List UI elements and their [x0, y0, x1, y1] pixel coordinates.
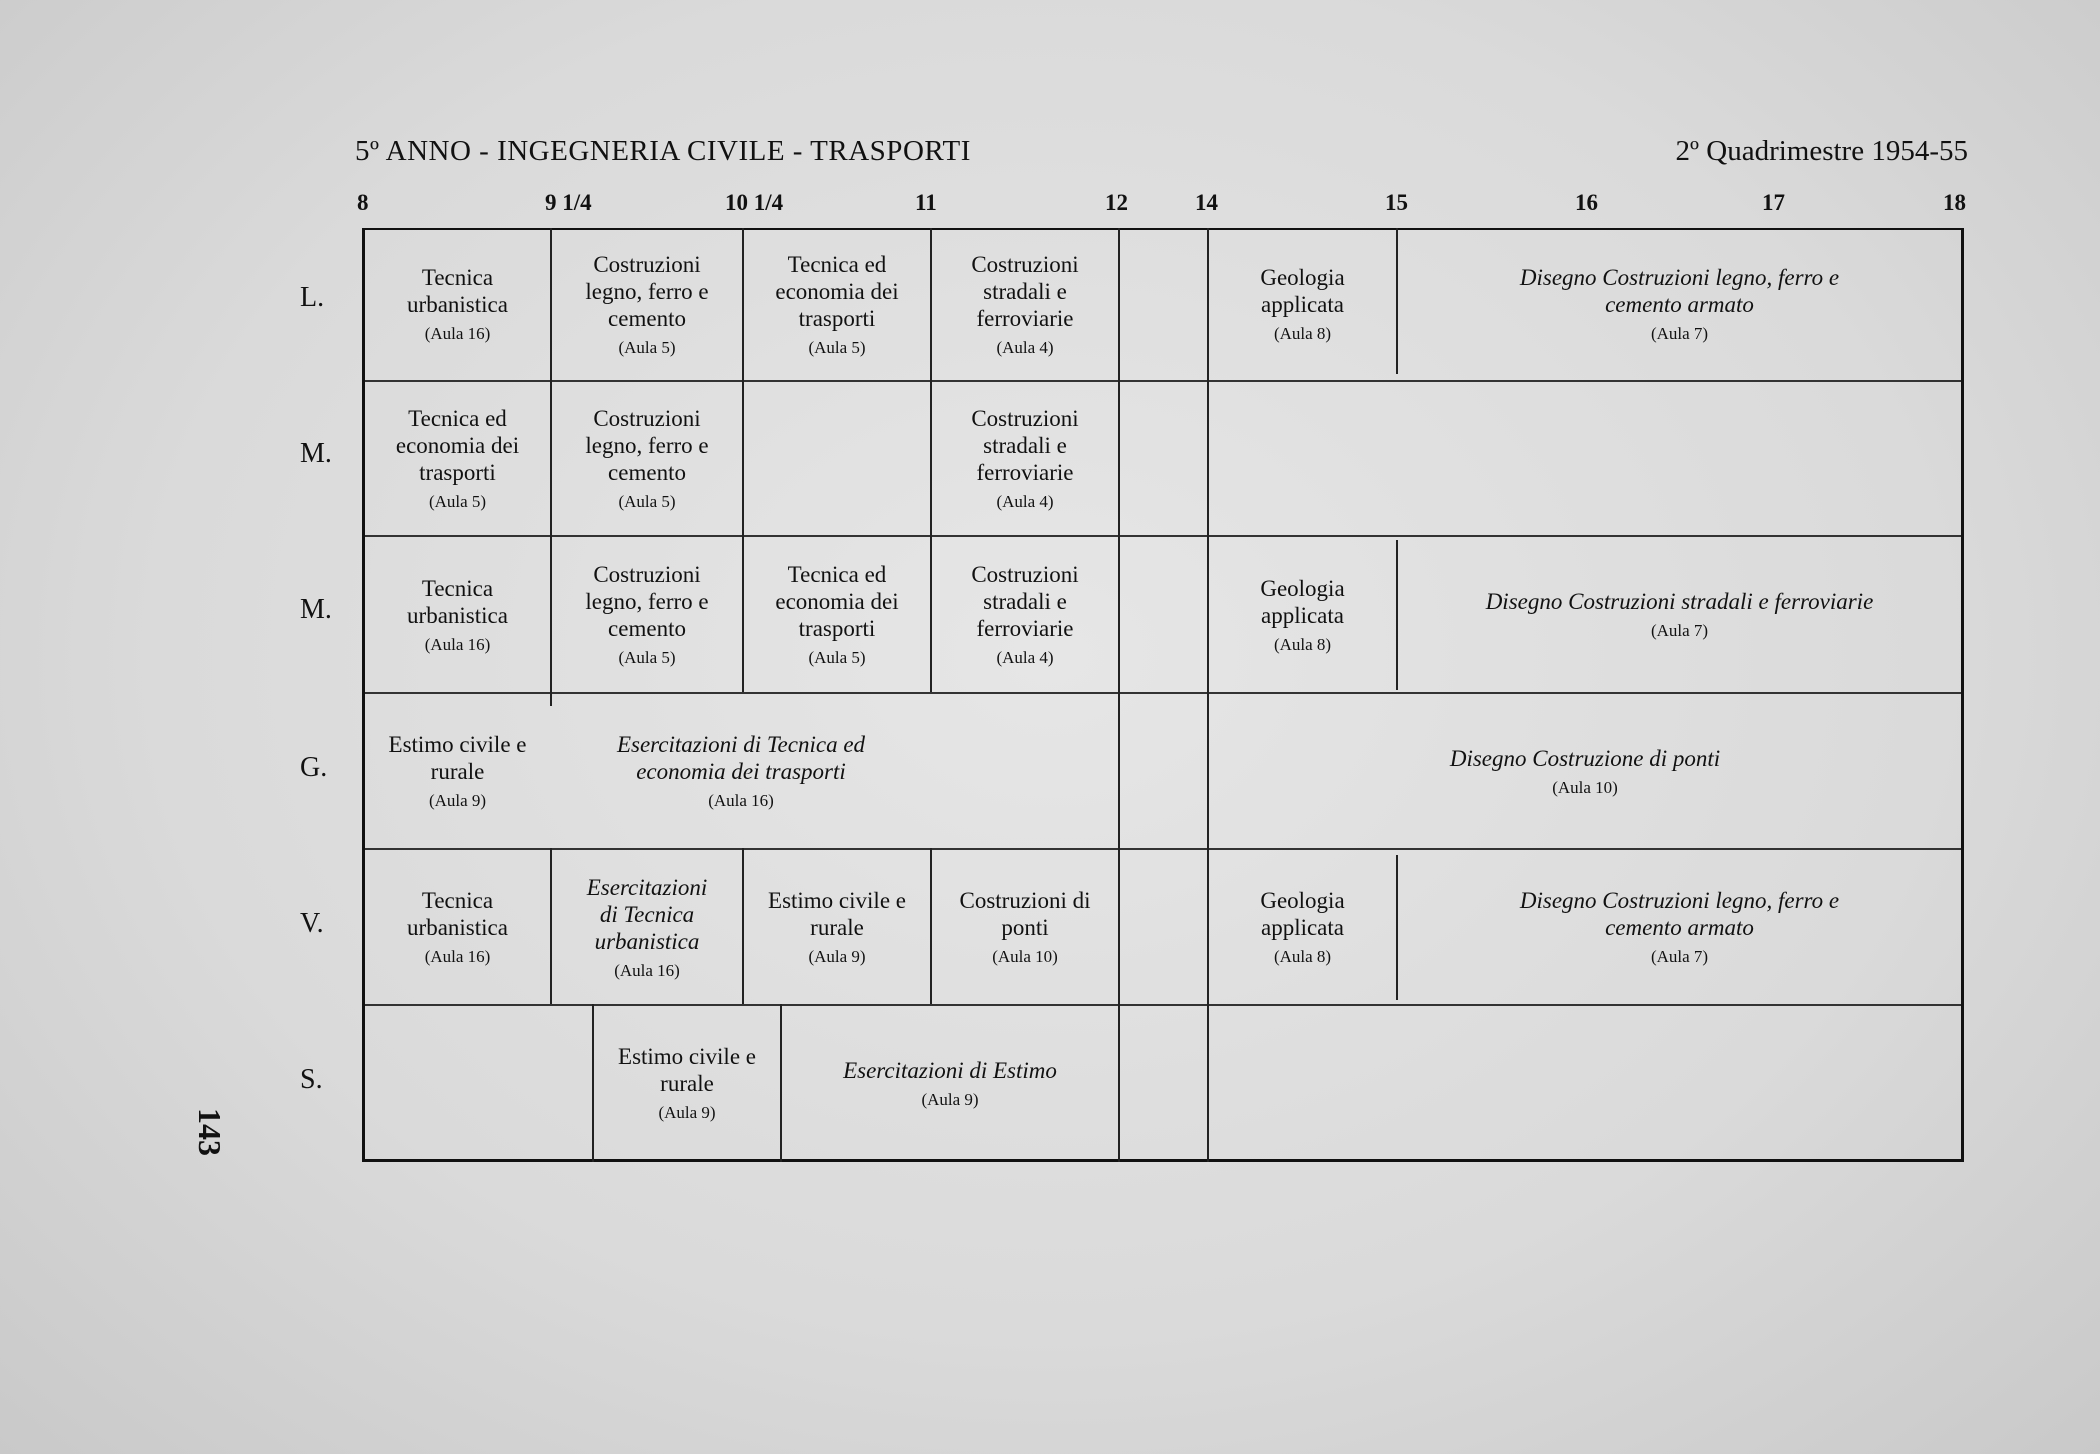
hour-label: 15: [1385, 190, 1408, 215]
lesson-cell: Costruzioni di ponti (Aula 10): [959, 888, 1091, 966]
hour-label: 16: [1575, 190, 1598, 215]
page-number: 143: [192, 1108, 228, 1156]
lesson-cell: Esercitazioni di Tecnica ed economia dei trasporti (Aula 16): [616, 732, 866, 810]
day-label: M.: [300, 438, 332, 469]
lesson-cell: Esercitazioni di Estimo (Aula 9): [843, 1057, 1057, 1109]
hour-label: 11: [915, 190, 937, 215]
hour-label: 18: [1943, 190, 1966, 215]
day-label: V.: [300, 908, 324, 939]
hour-label: 14: [1195, 190, 1218, 215]
day-label: S.: [300, 1064, 323, 1095]
lesson-cell: Disegno Costruzione di ponti (Aula 10): [1449, 745, 1721, 797]
lesson-cell: Tecnica urbanistica (Aula 16): [407, 575, 508, 654]
day-label: M.: [300, 594, 332, 625]
lesson-cell: Costruzioni legno, ferro e cemento (Aula 5): [585, 562, 709, 667]
lesson-cell: Tecnica urbanistica (Aula 16): [407, 888, 508, 966]
lesson-cell: Geologia applicata (Aula 8): [1260, 575, 1345, 654]
lesson-cell: Disegno Costruzioni legno, ferro e cemento armato (Aula 7): [1519, 265, 1840, 343]
lesson-cell: Estimo civile e rurale (Aula 9): [768, 888, 906, 966]
lesson-cell: Tecnica urbanistica (Aula 16): [407, 265, 508, 343]
lesson-cell: Tecnica ed economia dei trasporti (Aula 5): [395, 406, 520, 511]
lesson-cell: Geologia applicata (Aula 8): [1260, 265, 1345, 343]
hour-label: 12: [1105, 190, 1128, 215]
column-divider: [1118, 228, 1120, 1162]
lesson-cell: Costruzioni stradali e ferroviarie (Aula 4): [971, 406, 1079, 511]
lesson-cell: Costruzioni stradali e ferroviarie (Aula 4): [971, 562, 1079, 667]
page-title: 5º ANNO - INGEGNERIA CIVILE - TRASPORTI: [355, 135, 971, 167]
hour-label: 10 1/4: [725, 190, 784, 215]
lesson-cell: Disegno Costruzioni stradali e ferroviarie (Aula 7): [1485, 589, 1874, 640]
lesson-cell: Costruzioni stradali e ferroviarie (Aula 4): [971, 251, 1079, 357]
lesson-cell: Tecnica ed economia dei trasporti (Aula 5): [775, 251, 899, 357]
hour-label: 8: [357, 190, 369, 215]
lesson-cell: Disegno Costruzioni legno, ferro e cemento armato (Aula 7): [1519, 888, 1840, 966]
lesson-cell: Esercitazioni di Tecnica urbanistica (Aula 16): [586, 874, 708, 980]
lesson-cell: Costruzioni legno, ferro e cemento (Aula 5): [585, 406, 709, 511]
lesson-cell: Estimo civile e rurale (Aula 9): [618, 1044, 756, 1122]
hour-label: 17: [1762, 190, 1785, 215]
day-label: L.: [300, 282, 325, 313]
lesson-cell: Estimo civile e rurale (Aula 9): [388, 732, 527, 810]
day-label: G.: [300, 752, 328, 783]
term-label: 2º Quadrimestre 1954-55: [1675, 135, 1968, 167]
lesson-cell: Tecnica ed economia dei trasporti (Aula 5): [775, 562, 899, 667]
hour-label: 9 1/4: [545, 190, 592, 215]
lesson-cell: Costruzioni legno, ferro e cemento (Aula 5): [585, 251, 709, 357]
lesson-cell: Geologia applicata (Aula 8): [1260, 888, 1345, 966]
